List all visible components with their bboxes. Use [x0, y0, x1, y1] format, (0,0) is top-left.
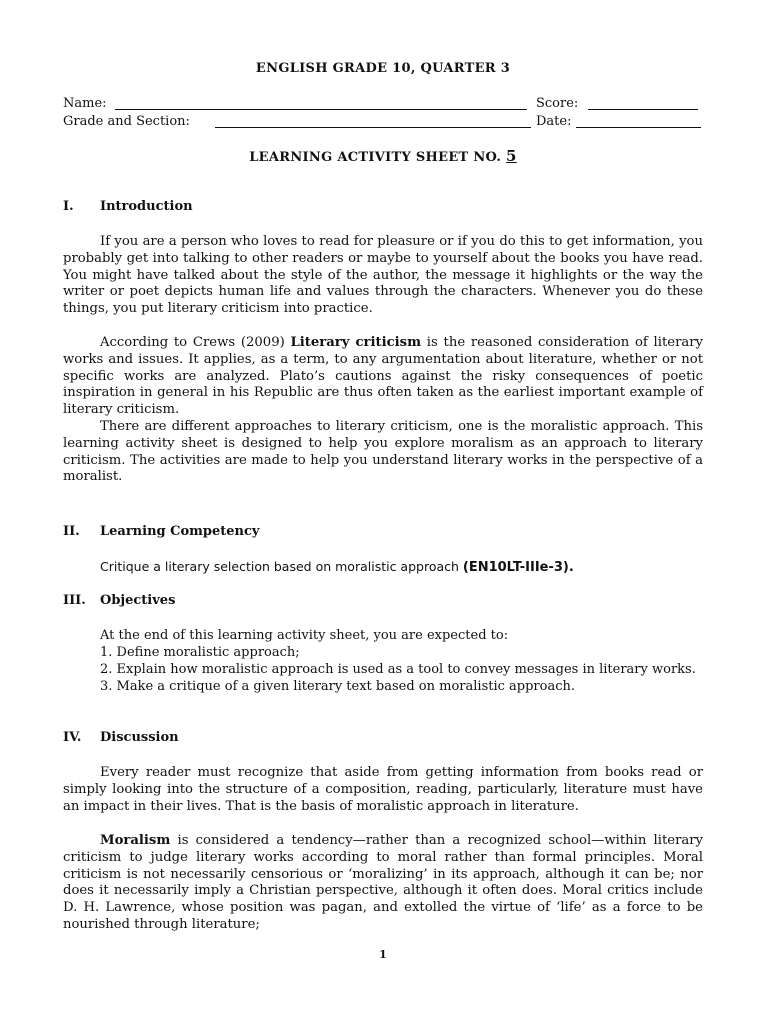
- grade-section-label: Grade and Section:: [63, 114, 190, 129]
- date-blank[interactable]: [576, 127, 701, 128]
- score-label: Score:: [536, 96, 579, 111]
- discussion-paragraph-2: Moralism is considered a tendency—rather than a recognized school—within literary criticism to judge literary works according to moral rather than formal principles. Moral criticism is not necessarily censorious or ‘moralizing’ in its approach, although it can be; nor does it necessarily imply a Christian perspective, although it often does. Moral critics include D. H. Lawrence, whose position was pagan, and extolled the virtue of ‘life’ as a force to be nourished through literature;: [63, 833, 703, 932]
- page-number: 1: [379, 948, 387, 961]
- list-item: 3. Make a critique of a given literary text based on moralistic approach.: [100, 679, 576, 694]
- discussion-paragraph-1: Every reader must recognize that aside from getting information from books read or simply looking into the structure of a composition, reading, particularly, literature must have an impact in their lives. That is the basis of moralistic approach in literature.: [63, 765, 703, 814]
- objectives-list: [100, 644, 703, 695]
- score-blank[interactable]: [588, 109, 698, 110]
- list-item: 2. Explain how moralistic approach is used as a tool to convey messages in literary works.: [100, 662, 696, 677]
- section-heading-competency: [63, 524, 259, 539]
- document-title: ENGLISH GRADE 10, QUARTER 3: [255, 61, 511, 76]
- section-heading-objectives: [63, 593, 175, 608]
- section-title: Learning Competency: [100, 524, 260, 539]
- date-label: Date:: [536, 114, 572, 129]
- section-heading-introduction: [63, 199, 193, 214]
- sheet-number: 5: [506, 147, 517, 165]
- section-heading-discussion: [63, 730, 179, 745]
- moralism-term: Moralism: [100, 833, 171, 848]
- section-numeral: III.: [63, 593, 86, 608]
- name-label: Name:: [63, 96, 107, 111]
- grade-section-blank[interactable]: [215, 127, 531, 128]
- intro-paragraph-3: There are different approaches to literary criticism, one is the moralistic approach. This learning activity sheet is designed to help you explore moralism as an approach to literary criticism. The activities are made to help you understand literary works in the perspective of a moralist.: [63, 419, 703, 485]
- objectives-lead: At the end of this learning activity sheet, you are expected to:: [100, 628, 509, 643]
- intro-paragraph-1: If you are a person who loves to read for pleasure or if you do this to get information, you probably get into talking to other readers or maybe to yourself about the books you have read. You might have talked about the style of the author, the message it highlights or the way the writer or poet depicts human life and values through the characters. Whenever you do these things, you put literary criticism into practice.: [63, 234, 703, 317]
- sheet-label: LEARNING ACTIVITY SHEET NO.: [249, 150, 502, 165]
- literary-criticism-term: Literary criticism: [290, 335, 422, 350]
- competency-code: (EN10LT-IIIe-3).: [462, 560, 574, 575]
- list-item: 1. Define moralistic approach;: [100, 645, 300, 660]
- section-title: Objectives: [100, 593, 176, 608]
- intro-paragraph-2: According to Crews (2009) Literary criticism is the reasoned consideration of literary works and issues. It applies, as a term, to any argumentation about literature, whether or not specific works are analyzed. Plato’s cautions against the risky consequences of poetic inspiration in general in his Republic are thus often taken as the earliest important example of literary criticism.: [63, 335, 703, 418]
- competency-text: Critique a literary selection based on moralistic approach (EN10LT-IIIe-3).: [100, 559, 574, 575]
- section-numeral: IV.: [63, 730, 82, 745]
- name-score-row: [63, 96, 703, 114]
- section-title: Introduction: [100, 199, 193, 214]
- section-numeral: II.: [63, 524, 80, 539]
- section-title: Discussion: [100, 730, 179, 745]
- section-numeral: I.: [63, 199, 74, 214]
- activity-sheet-heading: [63, 147, 703, 165]
- grade-date-row: [63, 114, 703, 132]
- name-blank[interactable]: [115, 109, 527, 110]
